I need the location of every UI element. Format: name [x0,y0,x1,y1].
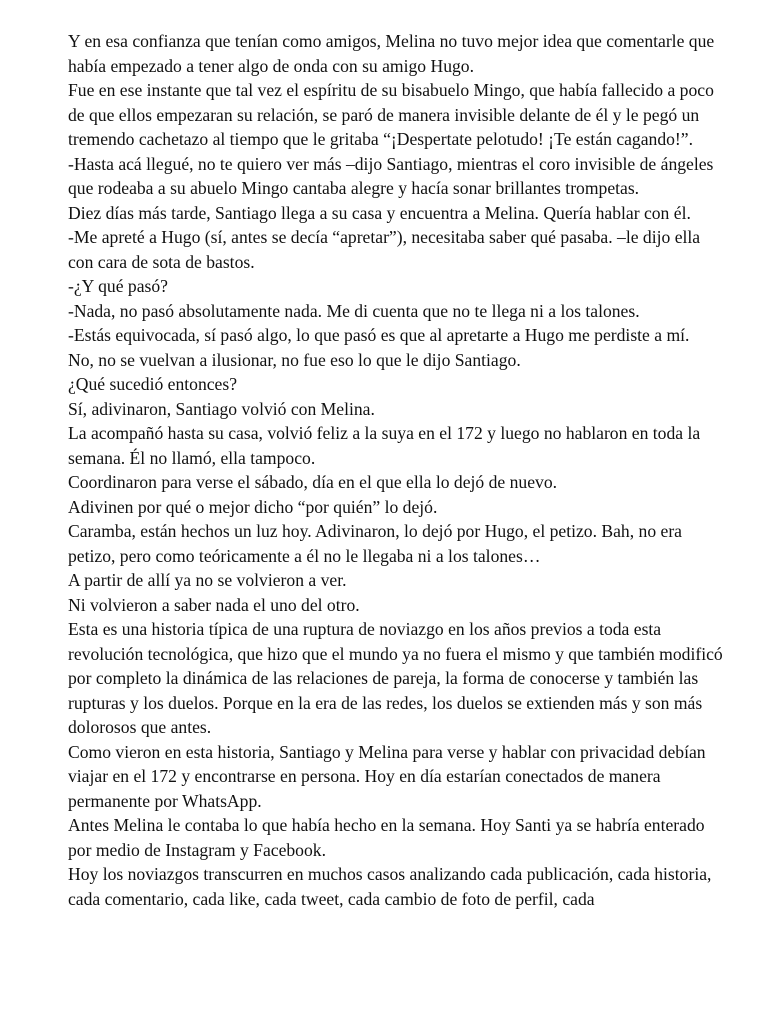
paragraph: A partir de allí ya no se volvieron a ver. [68,570,347,590]
paragraph: Antes Melina le contaba lo que había hecho en la semana. Hoy Santi ya se habría enterado por medio de Instagram y Facebook. [68,815,705,860]
paragraph: Diez días más tarde, Santiago llega a su casa y encuentra a Melina. Quería hablar con él. [68,202,691,223]
paragraph: Coordinaron para verse el sábado, día en el que ella lo dejó de nuevo. [68,472,558,492]
document-body [68,29,728,911]
paragraph: Y en esa confianza que tenían como amigos, Melina no tuvo mejor idea que comentarle que había empezado a tener algo de onda con su amigo Hugo. [68,31,715,76]
paragraph: -Hasta acá llegué, no te quiero ver más –dijo Santiago, mientras el coro invisible de ángeles que rodeaba a su abuelo Mingo cantaba alegre y hacía sonar brillantes trompetas. [68,153,714,198]
paragraph: Como vieron en esta historia, Santiago y Melina para verse y hablar con privacidad debían viajar en el 172 y encontrarse en persona. Hoy en día estarían conectados de manera permanente por WhatsApp. [68,741,706,811]
bottom-fade [0,1012,784,1030]
paragraph: No, no se vuelvan a ilusionar, no fue eso lo que le dijo Santiago. [68,349,521,370]
paragraph: -¿Y qué pasó? [68,276,168,296]
paragraph: Sí, adivinaron, Santiago volvió con Melina. [68,398,375,419]
paragraph: Fue en ese instante que tal vez el espíritu de su bisabuelo Mingo, que había fallecido a poco de que ellos empezaran su relación, se paró de manera invisible delante de él y le pegó un tremendo cachetazo al tiempo que le gritaba “¡Despertate pelotudo! ¡Te están cagando!”. [68,80,714,149]
paragraph: ¿Qué sucedió entonces? [68,374,238,394]
paragraph: Caramba, están hechos un luz hoy. Adivinaron, lo dejó por Hugo, el petizo. Bah, no era petizo, pero como teóricamente a él no le llegaba ni a los talones… [68,521,682,566]
paragraph: Esta es una historia típica de una ruptura de noviazgo en los años previos a toda esta revolución tecnológica, que hizo que el mundo ya no fuera el mismo y que también modificó por completo la dinámica de las relaciones de pareja, la forma de conocerse y también las rupturas y los duelos. Porque en la era de las redes, los duelos se extienden más y son más dolorosos que antes. [68,619,723,737]
paragraph: Adivinen por qué o mejor dicho “por quién” lo dejó. [68,496,438,517]
paragraph: -Me apreté a Hugo (sí, antes se decía “apretar”), necesitaba saber qué pasaba. –le dijo ella con cara de sota de bastos. [68,227,701,272]
paragraph: -Nada, no pasó absolutamente nada. Me di cuenta que no te llega ni a los talones. [68,300,640,321]
paragraph: -Estás equivocada, sí pasó algo, lo que pasó es que al apretarte a Hugo me perdiste a mí. [68,325,690,345]
paragraph: La acompañó hasta su casa, volvió feliz a la suya en el 172 y luego no hablaron en toda la semana. Él no llamó, ella tampoco. [68,423,701,468]
paragraph: Ni volvieron a saber nada el uno del otro. [68,594,360,615]
paragraph: Hoy los noviazgos transcurren en muchos casos analizando cada publicación, cada historia, cada comentario, cada like, cada tweet, cada cambio de foto de perfil, cada [68,864,712,909]
